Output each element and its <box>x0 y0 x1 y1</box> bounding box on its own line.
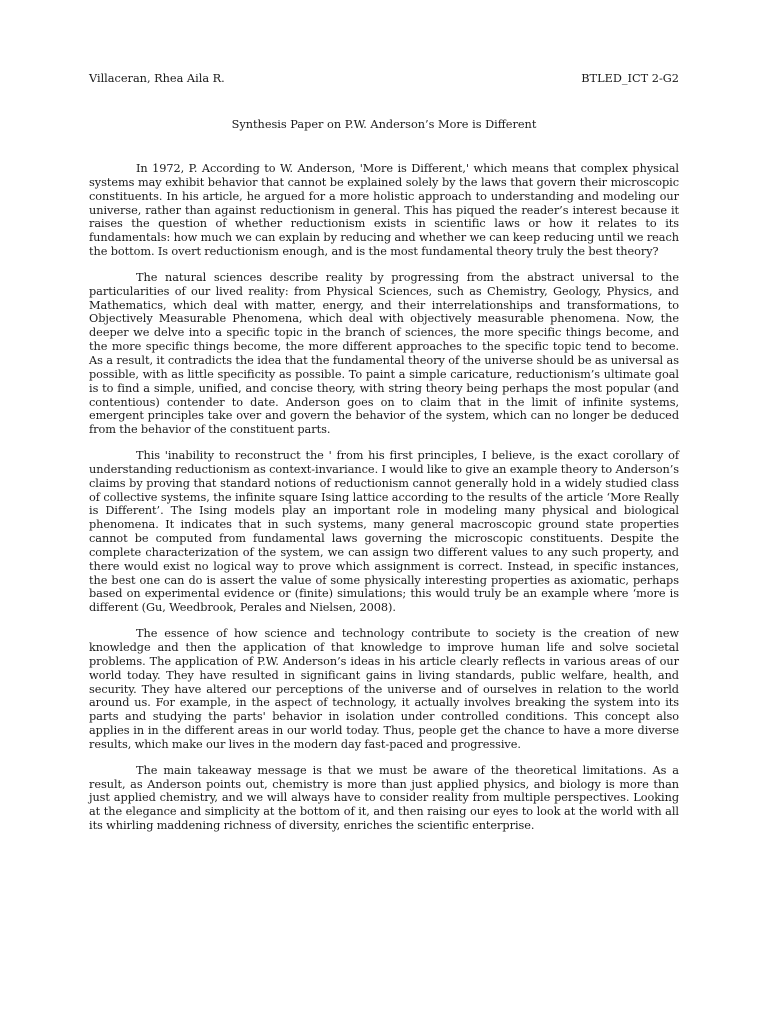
paragraph-3: This 'inability to reconstruct the ' from his first principles, I believe, is the exact corollary of understanding reductionism as context-invariance. I would like to give an example theory to Anderson’s claims by proving that standard notions of reductionism cannot generally hold in a widely studied class of collective systems, the infinite square Ising lattice according to the results of the article ‘More Really is Different’. The Ising models play an important role in modeling many physical and biological phenomena. It indicates that in such systems, many general macroscopic ground state properties cannot be computed from fundamental laws governing the microscopic constituents. Despite the complete characterization of the system, we can assign two different values to any such property, and there would exist no logical way to prove which assignment is correct. Instead, in specific instances, the best one can do is assert the value of some physically interesting properties as axiomatic, perhaps based on experimental evidence or (finite) simulations; this would truly be an example where ‘more is different (Gu, Weedbrook, Perales and Nielsen, 2008). <box>89 449 679 615</box>
body-text <box>89 162 679 845</box>
paragraph-1: In 1972, P. According to W. Anderson, 'More is Different,' which means that complex physical systems may exhibit behavior that cannot be explained solely by the laws that govern their microscopic constituents. In his article, he argued for a more holistic approach to understanding and modeling our universe, rather than against reductionism in general. This has piqued the reader’s interest because it raises the question of whether reductionism exists in scientific laws or how it relates to its fundamentals: how much we can explain by reducing and whether we can keep reducing until we reach the bottom. Is overt reductionism enough, and is the most fundamental theory truly the best theory? <box>89 162 679 259</box>
paragraph-4: The essence of how science and technology contribute to society is the creation of new knowledge and then the application of that knowledge to improve human life and solve societal problems. The application of P.W. Anderson’s ideas in his article clearly reflects in various areas of our world today. They have resulted in significant gains in living standards, public welfare, health, and security. They have altered our perceptions of the universe and of ourselves in relation to the world around us. For example, in the aspect of technology, it actually involves breaking the system into its parts and studying the parts' behavior in isolation under controlled conditions. This concept also applies in in the different areas in our world today. Thus, people get the chance to have a more diverse results, which make our lives in the modern day fast-paced and progressive. <box>89 627 679 751</box>
author-name: Villaceran, Rhea Aila R. <box>89 72 225 85</box>
header <box>89 72 679 86</box>
paragraph-2: The natural sciences describe reality by progressing from the abstract universal to the particularities of our lived reality: from Physical Sciences, such as Chemistry, Geology, Physics, and Mathematics, which deal with matter, energy, and their interrelationships and transformations, to Objectively Measurable Phenomena, which deal with objectively measurable phenomena. Now, the deeper we delve into a specific topic in the branch of sciences, the more specific things become, and the more specific things become, the more different approaches to the specific topic tend to become. As a result, it contradicts the idea that the fundamental theory of the universe should be as universal as possible, with as little specificity as possible. To paint a simple caricature, reductionism’s ultimate goal is to find a simple, unified, and concise theory, with string theory being perhaps the most popular (and contentious) contender to date. Anderson goes on to claim that in the limit of infinite systems, emergent principles take over and govern the behavior of the system, which can no longer be deduced from the behavior of the constituent parts. <box>89 270 679 437</box>
class-section: BTLED_ICT 2-G2 <box>581 72 679 85</box>
paragraph-5: The main takeaway message is that we must be aware of the theoretical limitations. As a result, as Anderson points out, chemistry is more than just applied physics, and biology is more than just applied chemistry, and we will always have to consider reality from multiple perspectives. Looking at the elegance and simplicity at the bottom of it, and then raising our eyes to look at the world with all its whirling maddening richness of diversity, enriches the scientific enterprise. <box>89 763 679 833</box>
paper-title: Synthesis Paper on P.W. Anderson’s More is Different <box>231 118 537 131</box>
